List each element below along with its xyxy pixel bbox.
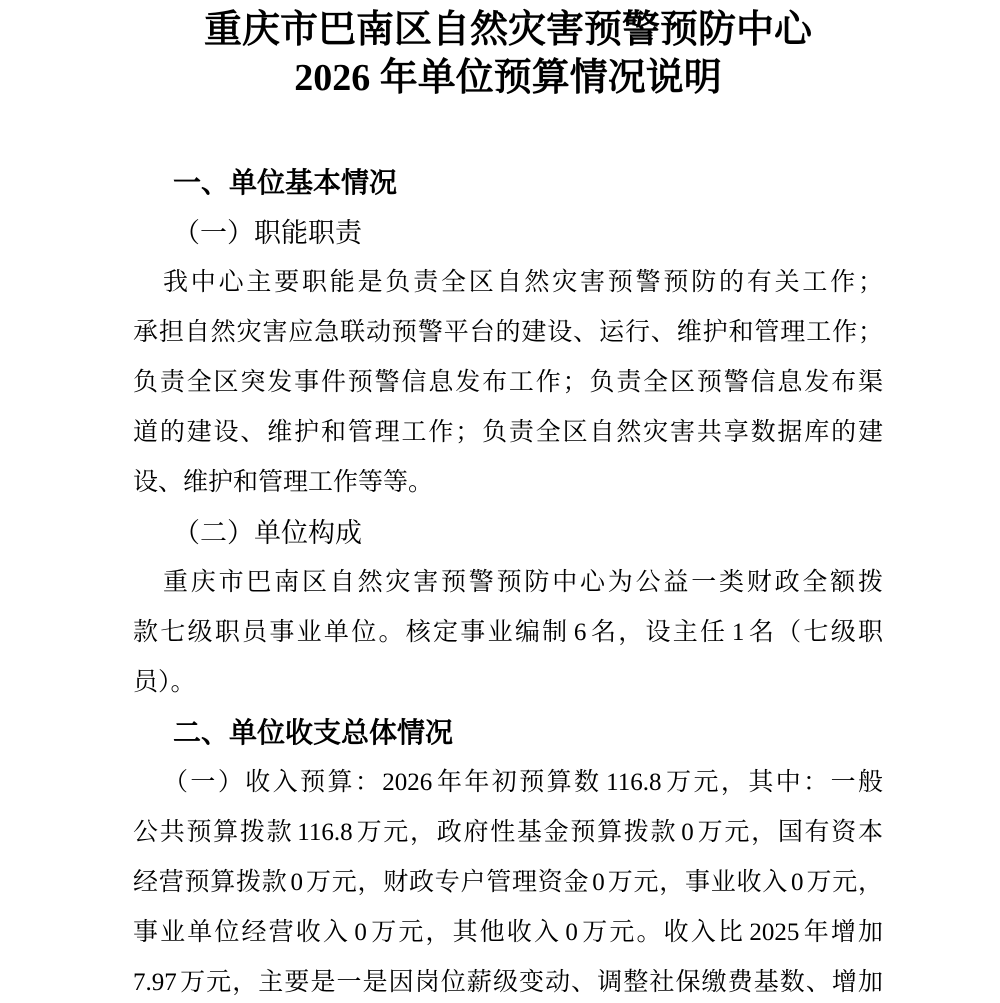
body-line: 事业单位经营收入 0 万元，其他收入 0 万元。收入比 2025 年增加: [133, 919, 883, 946]
body-line: 我中心主要职能是负责全区自然灾害预警预防的有关工作；: [163, 269, 883, 296]
body-line: 款七级职员事业单位。核定事业编制 6 名，设主任 1 名（七级职: [133, 619, 883, 646]
body-line: 员）。: [133, 669, 196, 696]
subsection-1-2-heading: （二）单位构成: [173, 518, 362, 548]
body-line: 公共预算拨款 116.8 万元，政府性基金预算拨款 0 万元，国有资本: [133, 819, 883, 846]
title-line-2: 2026 年单位预算情况说明: [294, 57, 722, 99]
section-1-heading: 一、单位基本情况: [173, 167, 398, 198]
section-2-heading: 二、单位收支总体情况: [173, 717, 454, 748]
body-line: （一）收入预算：2026 年年初预算数 116.8 万元，其中：一般: [163, 769, 883, 796]
title-line-1: 重庆市巴南区自然灾害预警预防中心: [203, 9, 812, 51]
body-line: 重庆市巴南区自然灾害预警预防中心为公益一类财政全额拨: [163, 569, 883, 596]
body-line: 经营预算拨款 0 万元，财政专户管理资金 0 万元，事业收入 0 万元，: [133, 869, 883, 896]
body-line: 道的建设、维护和管理工作；负责全区自然灾害共享数据库的建: [133, 419, 883, 446]
document-title: [133, 6, 883, 102]
body-line: 负责全区突发事件预警信息发布工作；负责全区预警信息发布渠: [133, 369, 883, 396]
body-line: 承担自然灾害应急联动预警平台的建设、运行、维护和管理工作；: [133, 319, 883, 346]
subsection-1-1-heading: （一）职能职责: [173, 218, 362, 248]
body-line: 设、维护和管理工作等等。: [133, 469, 434, 496]
body-line: 7.97 万元，主要是一是因岗位薪级变动、调整社保缴费基数、增加: [133, 969, 883, 996]
